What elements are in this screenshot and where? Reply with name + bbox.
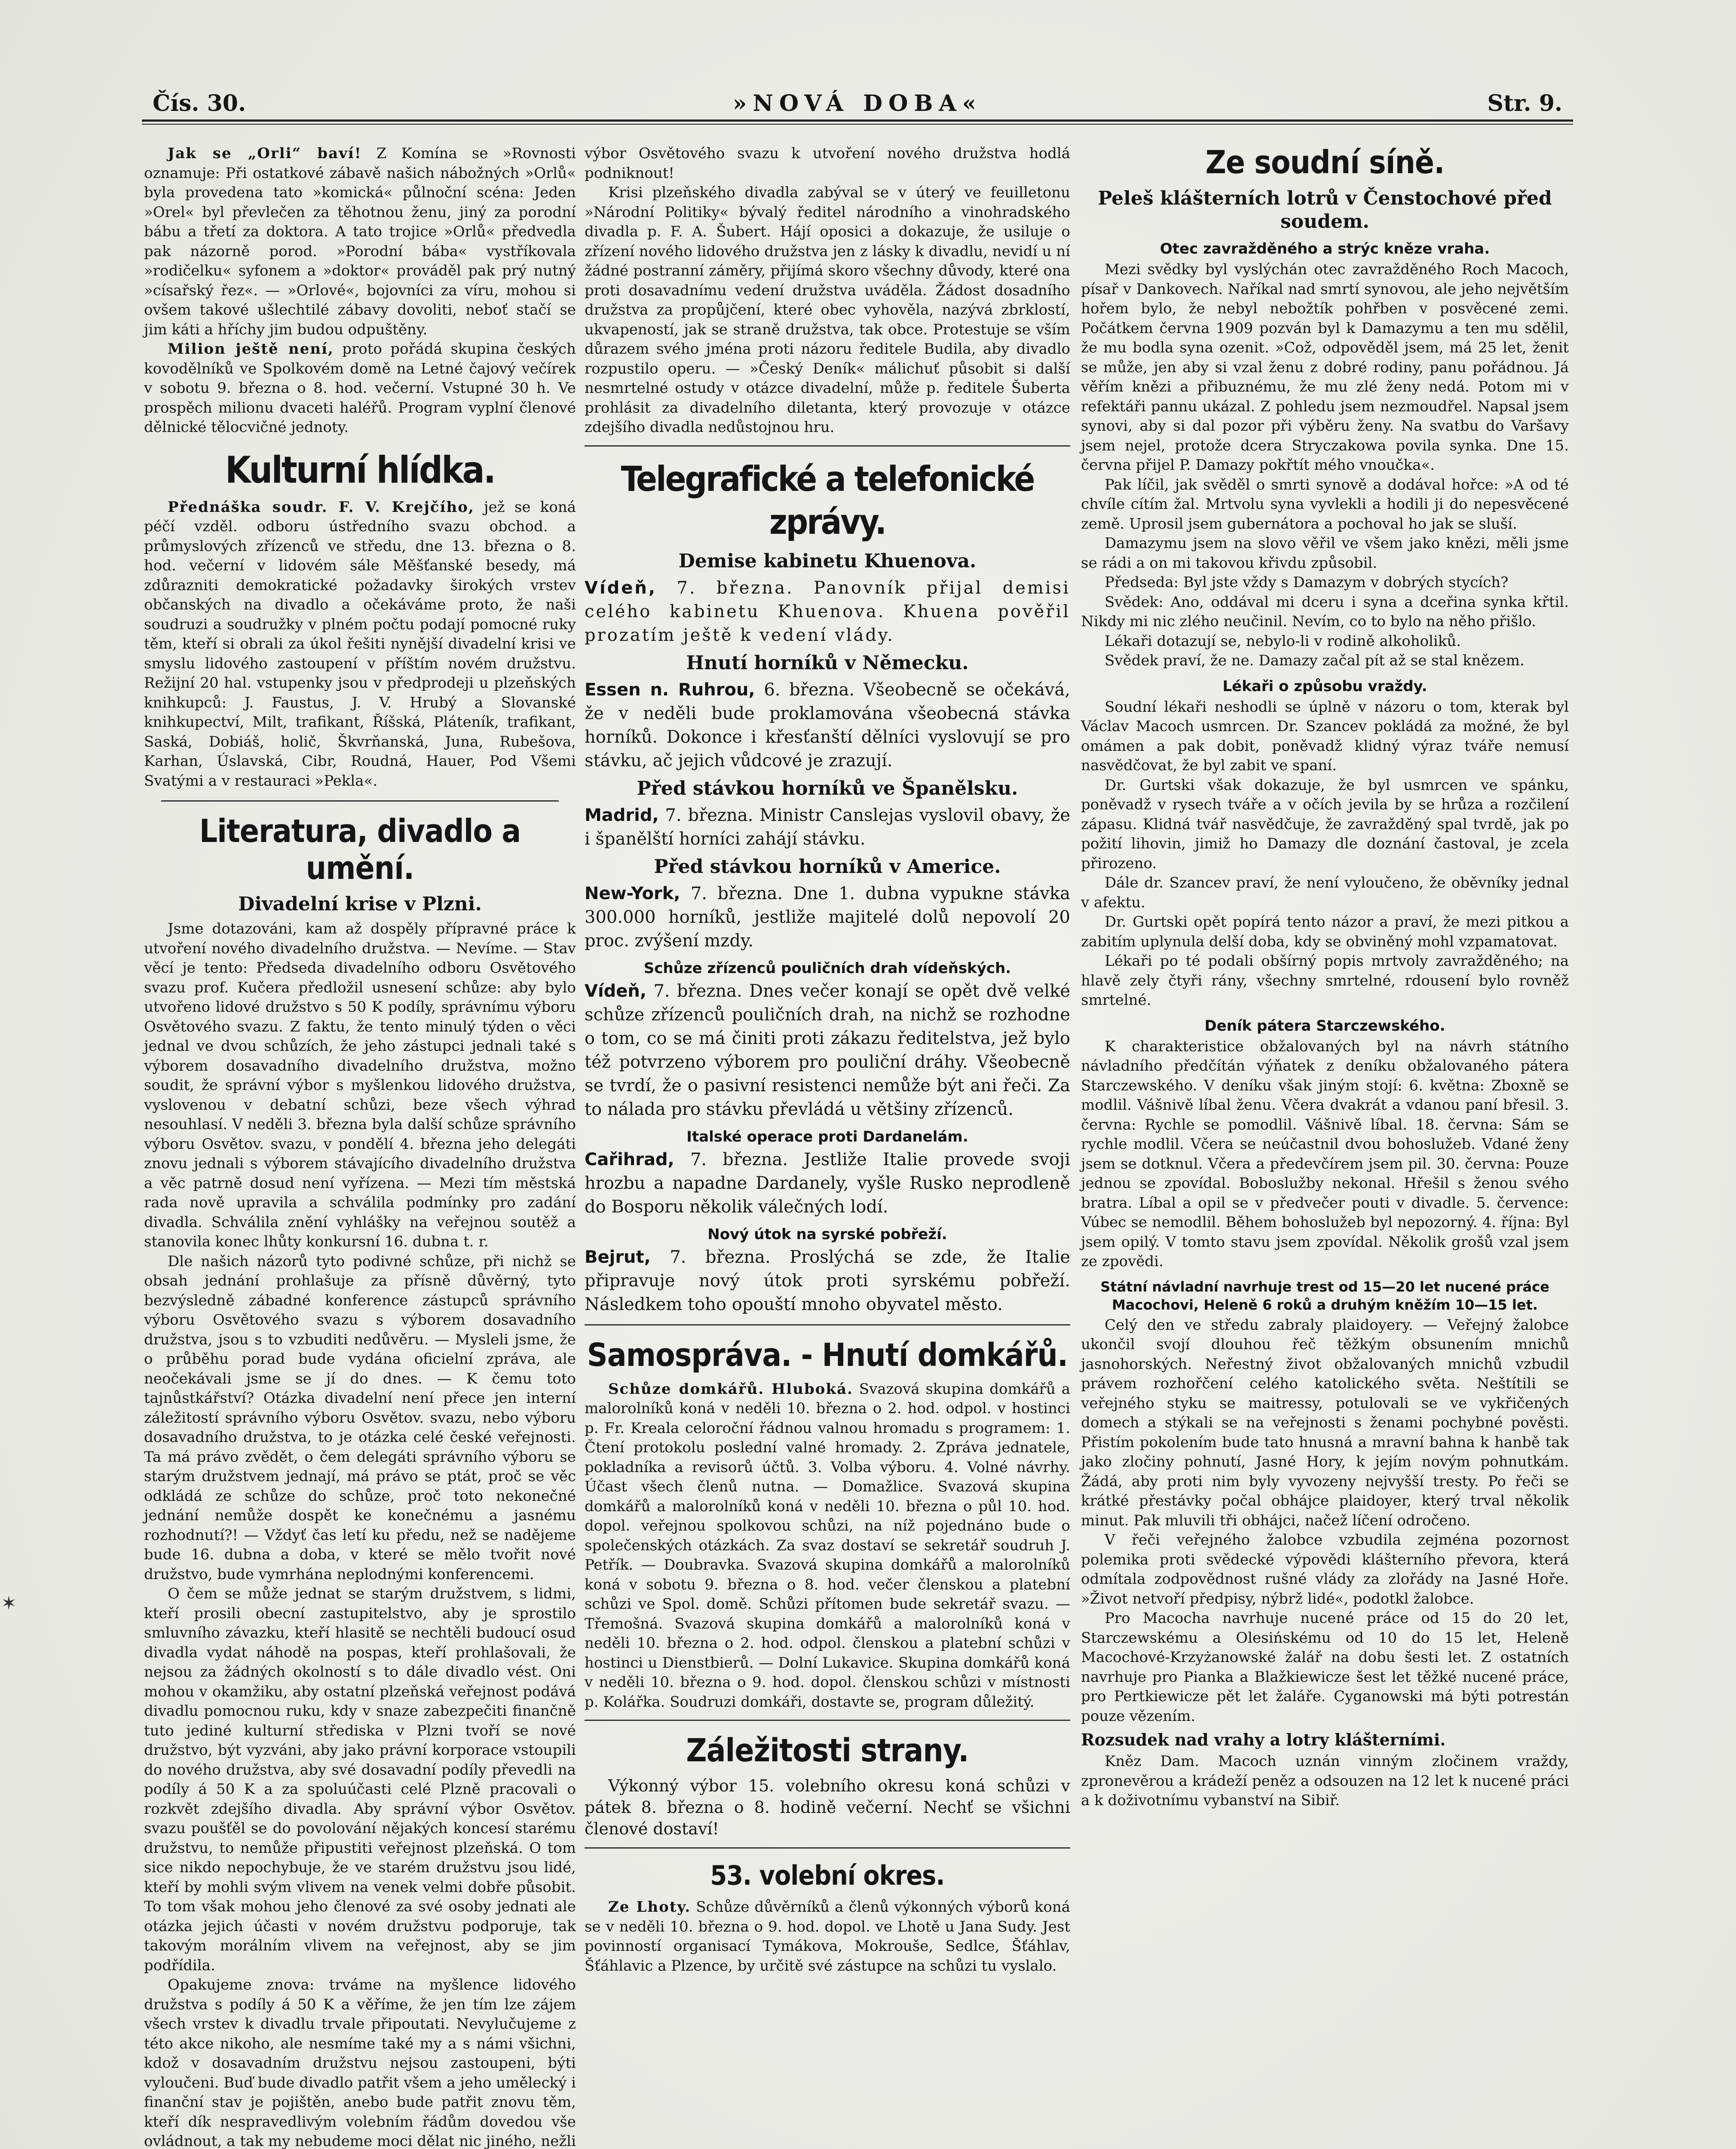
article-text: Svazová skupina domkářů a malorolníků koná v neděli 10. března o 2. hod. odpol. v hostinci p. Fr. Kreala celoroční řádnou valnou hromadu s programem: 1. Čtení protokolu poslední valné hromady. 2. Zpráva jednatele, pokladníka a revisorů účtů. 3. Volba výboru. 4. Volné návrhy. Účast všech členů nutna. — Domažlice. Svazová skupina domkářů a malorolníků koná v neděli 10. března o půl 10. hod. dopol. veřejnou spolkovou schůzi, na níž pojednáno bude o společenských otázkách. Za svaz dostaví se sekretář soudruh J. Petřík. — Doubravka. Svazová skupina domkářů a malorolníků koná v sobotu 9. března o 8. hod. večer členskou a platební schůzi ve Spol. domě. Schůzi přítomen bude sekretář svazu. — Třemošná. Svazová skupina domkářů a malorolníků koná v neděli 10. března o 2. hod. odpol. členskou a platební schůzi v hostinci u Dienstbierů. — Dolní Lukavice. Skupina domkářů koná v neděli 10. března o 9. hod. dopol. členskou schůzi v místnosti p. Kolářka. Soudruzi domkáři, dostavte se, program důležitý. xyxy=(585,1380,1071,1711)
article-paragraph: Celý den ve středu zabraly plaidoyery. — Veřejný žalobce ukončil svojí dlouhou řeč těžkým obsunením mnichů jasnohorských. Neřestný život obžalovaných mnichů vzbudil právem rozhořčení celého katolického světa. Neštítili se veřejného styku se maitressy, potulovali se ve vykřičených domech a stýkali se na veřejnosti s ženami pochybné pověsti. Přistím pokolením bude tato hnusná a mravní bahna k hanbě tak jako zločiny pohnutí, Jasné Hory, k jejím novým pohnutkám. Žádá, aby proti nim byly vyvozeny nejvyšší tresty. Po řeči se krátké přestávky počal obhájce plaidoyer, který trval několik minut. Pak mluvili tři obhájci, načež líčení odročeno. xyxy=(1081,1316,1569,1529)
section-title: Záležitosti strany. xyxy=(686,1732,969,1769)
section-separator xyxy=(585,445,1070,447)
article-paragraph: Předseda: Byl jste vždy s Damazym v dobrých stycích? xyxy=(1105,574,1509,591)
article-paragraph: Svědek: Ano, oddával mi dceru i syna a dceřina synka křtil. Nikdy mi nic zlého neučinil. Nevím, co to bylo na něho přišlo. xyxy=(1081,593,1569,630)
article-text: 7. března. Proslýchá se zde, že Italie připravuje nový útok proti syrskému pobřeží. Následkem toho opouští mnoho obyvatel město. xyxy=(585,1247,1070,1314)
article-paragraph: K charakteristice obžalovaných byl na návrh státního návladního předčítán výňatek z deníku obžalovaného pátera Starczewského. V deníku však jiným stojí: 6. května: Zboxně se modlil. Vášnivě líbal ženu. Včera dvakrát a vdanou paní břesil. 3. června: Rychle se pomodlil. Vášnivě líbal. 18. června: Sám se rychle modlil. Včera se neúčastnil dvou bohoslužeb. Vdané ženy jsem se dotknul. Včera a předevčírem jsem pil. 30. června: Pouze jednou se zpovídal. Boboslužby nekonal. Hřešil s ženou svého bratra. Líbal a opil se v předvečer pouti v divadle. 5. července: Vúbec se nemodlil. Během bohoslužeb byl nepozorný. 4. října: Byl jsem opilý. V tomto stavu jsem zpovídal. Několik grošů vzal jsem ze zpovědi. xyxy=(1081,1038,1569,1270)
dateline-place: Essen n. Ruhrou, xyxy=(585,680,755,700)
article-text: 7. března. Dne 1. dubna vypukne stávka 300.000 horníků, jestliže majitelé dolů nepovolí 20 proc. zvýšení mzdy. xyxy=(585,883,1070,951)
article-lead: Schůze domkářů. Hluboká. xyxy=(608,1380,853,1398)
column-right xyxy=(1081,144,1569,1811)
column-middle xyxy=(585,144,1070,1976)
section-separator xyxy=(585,1720,1070,1721)
article-paragraph: Pro Macocha navrhuje nucené práce od 15 do 20 let, Starczewskému a Olesińskému od 10 do 15 let, Heleně Macochové-Krzyżanowské žalář na dobu šesti let. Z ostatních navrhuje pro Pianka a Blažkiewicze šest let těžké nucené práce, pro Pertkiewicze pět let žaláře. Cyganowski má býti potrestán pouze vězením. xyxy=(1081,1610,1569,1725)
article-paragraph: Krisi plzeňského divadla zabýval se v úterý ve feuilletonu »Národní Politiky« bývalý ředitel národního a vinohradského divadla p. F. A. Šubert. Hájí oposici a dokazuje, že usiluje o zřízení nového lidového družstva jen z lásky k divadlu, nevidí u ní žádné postranní záměry, přijímá skoro všechny důvody, které ona proti dosavadnímu vedení družstva uváděla. Žádost dosadního družstva za propůjčení, které obec vyhověla, nazývá zbrklostí, ukvapeností, jak se straně družstva, tak obce. Protestuje se vším důrazem svého jména proti názoru ředitele Budila, aby divadlo rozpustilo operu. — »Český Deník« málichuť působit si další nesmrtelné ostudy v otázce divadelní, může p. ředitele Šuberta prohlásit za divadelního diletanta, který provozuje v otázce zdejšího divadla nedůstojnou hru. xyxy=(585,184,1070,436)
header-rule-thin xyxy=(142,124,1573,125)
article-paragraph: Kněz Dam. Macoch uznán vinným zločinem vraždy, zpronevěrou a krádeží peněz a odsouzen na 12 let k nucené práci a k doživotnímu vybanství na Sibiř. xyxy=(1081,1753,1569,1809)
article-text: Schůze důvěrníků a členů výkonných výborů koná se v neděli 10. března o 9. hod. dopol. ve Lhotě u Jana Sudy. Jest povinností organisací Tymákova, Mokrouše, Sedlce, Šťáhlav, Šťáhlavic a Plzence, by určitě své zástupce na schůzi tu vyslalo. xyxy=(585,1898,1070,1975)
article-headline: Demise kabinetu Khuenova. xyxy=(678,550,977,572)
article-headline: Italské operace proti Dardanelám. xyxy=(686,1128,968,1145)
dateline-place: Cařihrad, xyxy=(585,1149,674,1169)
section-separator xyxy=(585,1847,1070,1849)
article-headline: Hnutí horníků v Německu. xyxy=(686,652,969,674)
article-paragraph: Jsme dotazováni, kam až dospěly přípravné práce k utvoření nového divadelního družstva. — Nevíme. — Stav věcí je tento: Předseda divadelního odboru Osvětového svazu prof. Kučera předložil usnesení schůze: aby bylo utvořeno lidové družstvo s 50 K podíly, správnímu výboru Osvětového svazu. Z faktu, že tento minulý týden o věci jednal ve dvou schůzích, že jeho zástupci jednali také s výborem dosavadního divadelního družstva, možno soudit, že správní výbor s myšlenkou lidového družstva, vyslovenou v debatní schůzi, beze všech výhrad nesouhlasí. V neděli 3. března byla další schůze správního výboru Osvětov. svazu, v pondělí 4. března jeho delegáti znovu jednali s výborem stávajícího divadelního družstva a věc patrně dosud není vyřízena. — Mezi tím městská rada nově upravila a schválila podmínky pro zadání divadla. Schválila znění vyhlášky na veřejnou soutěž a stanovila konec lhůty konkursní 16. dubna t. r. xyxy=(144,920,576,1250)
article-lhota xyxy=(585,1898,1070,1976)
margin-mark: ✶ xyxy=(1,1592,17,1614)
article-subheadline: Otec zavražděného a strýc kněze vraha. xyxy=(1160,240,1490,257)
article-headline: Nový útok na syrské pobřeží. xyxy=(707,1225,947,1243)
article-headline: Divadelní krise v Plzni. xyxy=(238,893,482,915)
article-subheadline: Rozsudek nad vrahy a lotry klášterními. xyxy=(1081,1730,1446,1749)
article-paragraph: Pak líčil, jak svěděl o smrti synově a dodával hořce: »A od té chvíle cítím žal. Mrtvolu syna vyvlekli a hodili ji do nepesvěcené země. Uprosil jsem gubernátora a pochoval ho jak se sluší. xyxy=(1081,476,1569,533)
article-paragraph: Výkonný výbor 15. volebního okresu koná schůzi v pátek 8. března o 8. hodině večerní. Nechť se všichni členové dostaví! xyxy=(585,1776,1070,1838)
article-text: 6. března. Všeobecně se očekává, že v neděli bude proklamována všeobecná stávka horníků. Dokonce i křesťanští dělníci vyslovují se pro stávku, ač jejich vůdcové je zrazují. xyxy=(585,680,1071,771)
article-subheadline: Státní návladní navrhuje trest od 15—20 let nucené práce Macochovi, Heleně 6 roků a druhým kněžím 10—15 let. xyxy=(1100,1278,1549,1313)
article-paragraph: Opakujeme znova: trváme na myšlence lidového družstva s podíly á 50 K a věříme, že jen tím lze zájem všech vrstev k divadlu trvale připoutati. Nevylučujeme z této akce nikoho, ale nesmíme také my a s námi všichni, kdož v dosavadním družstvu nejsou zastoupeni, býti vyloučeni. Buď bude divadlo patřit všem a jeho umělecký i finanční stav je pojištěn, anebo bude patřit znovu těm, kteří dík nespravedlivým volebním řádům dovedou vše ovládnout, a tak my nebudeme moci dělat nic jiného, nežli xyxy=(144,1976,576,2149)
section-separator xyxy=(161,800,559,802)
masthead-title: »NOVÁ DOBA« xyxy=(732,90,983,116)
article-paragraph: Dr. Gurtski však dokazuje, že byl usmrcen ve spánku, poněvadž v rysech tváře a v očích jevila by se hrůza a rozčilení zápasu. Klidná tvář nasvědčuje, že zavražděný spal tvrdě, jak po požití lihovin, jimiž ho Damazy dle doznání častoval, je zcela přirozeno. xyxy=(1081,776,1569,872)
dateline-place: Bejrut, xyxy=(585,1247,651,1267)
article-lead: Milion ještě není, xyxy=(168,340,334,358)
section-title: Telegrafické a telefonické zprávy. xyxy=(621,459,1034,542)
article-subheadline: Deník pátera Starczewského. xyxy=(1204,1017,1445,1035)
article-paragraph: Damazymu jsem na slovo věřil ve všem jako knězi, měli jsme se rádi a on mi takovou křivdu způsobil. xyxy=(1081,535,1569,572)
section-title: Kulturní hlídka. xyxy=(225,448,495,492)
section-title: 53. volební okres. xyxy=(710,1860,945,1891)
article-paragraph: Dr. Gurtski opět popírá tento názor a praví, že mezi pitkou a zabitím uplynula delší doba, kdy se obviněný mohl vzpamatovat. xyxy=(1081,913,1569,950)
article-orli xyxy=(144,144,576,340)
header-rule xyxy=(142,119,1573,122)
dateline-place: Madrid, xyxy=(585,805,659,825)
section-title: Ze soudní síně. xyxy=(1205,144,1445,181)
article-domkari xyxy=(585,1380,1070,1712)
dateline-place: Vídeň, xyxy=(585,981,647,1001)
article-text: Z Komína se »Rovnosti oznamuje: Při ostatkové zábavě našich nábožných »Orlů« byla provedena tato »komická« půlnoční scéna: Jeden »Orel« byl převlečen za těhotnou ženu, jiný za porodní bábu a třetí za doktora. A tato trojice »Orlů« předvedla pak názorně porod. »Porodní bába« vystříkovala »rodičelku« syfonem a »doktor« prováděl pak prý nutný »císařský řez«. — »Orlové«, bojovníci za víru, mohou si ovšem takové ušlechtilé zábavy dovoliti, neboť stačí se jim káti a hříchy jim budou odpuštěny. xyxy=(144,145,576,338)
article-text: 7. března. Dnes večer konají se opět dvě velké schůze zřízenců pouličních drah, na nichž se rozhodne o tom, co se má činiti proti zákazu ředitelstva, jež bylo též potvrzeno výborem pro pouliční dráhy. Všeobecně se tvrdí, že o pasivní resistenci nemůže být ani řeči. Za to nálada pro stávku převládá u většiny zřízenců. xyxy=(585,981,1071,1119)
article-paragraph: V řeči veřejného žalobce vzbudila zejména pozornost polemika proti svědecké výpovědi klášterního převora, která odmítala zodpovědnost rušné vlády za zlořády na Jasné Hoře. »Život netvoří předpisy, nýbrž lidé«, podotkl žalobce. xyxy=(1081,1531,1569,1607)
section-separator xyxy=(585,1324,1070,1326)
article-headline: Před stávkou horníků v Americe. xyxy=(654,855,1001,878)
section-title: Literatura, divadlo a umění. xyxy=(199,813,521,887)
article-subheadline: Lékaři o způsobu vraždy. xyxy=(1222,677,1427,695)
article-text: 7. března. Panovník přijal demisi celého kabinetu Khuenova. Khuena pověřil prozatím ještě k vedení vlády. xyxy=(585,578,1070,645)
issue-number: Čís. 30. xyxy=(153,90,246,116)
article-paragraph: Lékaři dotazují se, nebylo-li v rodině alkoholiků. xyxy=(1105,632,1461,650)
article-text: proto pořádá skupina českých kovodělníků ve Spolkovém domě na Letné čajový večírek v sobotu 9. března o 8. hod. večerní. Vstupné 30 h. Ve prospěch milionu dvaceti haléřů. Program vyplní členové dělnické tělocvičné jednoty. xyxy=(144,340,576,436)
article-headline: Schůze zřízenců pouličních drah vídeňských. xyxy=(643,959,1011,977)
page-number: Str. 9. xyxy=(1487,90,1562,116)
article-paragraph: Mezi svědky byl vyslýchán otec zavražděného Roch Macoch, písař v Dankovech. Naříkal nad smrtí synovou, ale jeho největším hořem bylo, že nebyl nebožtík pohřben v posvěcené zemi. Počátkem června 1909 pozván byl k Damazymu a ten mu sdělil, že mu bodla syna ozenit. »Což, odpověděl jsem, má 25 let, ženit se může, jen aby si vzal ženu z dobré rodiny, panu pořádnou. Já věřím knězi a přibuznému, že mu zlé ženy nedá. Potom mi v refektáři pannu ukázal. Z pohledu jsem nezmoudřel. Napsal jsem synovi, aby si dal pozor při výběru ženy. Na svatbu do Varšavy jsem nejel, protože dcera Stryczakowa povila synka. Dne 15. června přijel P. Damazy pokřtít mého vnoučka«. xyxy=(1081,261,1569,474)
article-paragraph: Svědek praví, že ne. Damazy začal pít až se stal knězem. xyxy=(1105,652,1525,669)
article-lead: Ze Lhoty. xyxy=(608,1898,691,1916)
article-paragraph: O čem se může jednat se starým družstvem, s lidmi, kteří prosili obecní zastupitelstvo, aby je sprostilo smluvního závazku, kteří hlasitě se nechtěli budoucí osud divadla vydat náhodě na pospas, kteří prohlašovali, že nejsou za žádných okolností s to dále divadlo vést. Oni mohou v okamžiku, aby ostatní plzeňská veřejnost podává divadlu pomocnou ruku, kdy v snaze zabezpečiti finančně tuto jediné kulturní střediska v Plzni tvoří se nové družstvo, být vyzváni, aby jako právní korporace vstoupili do nového družstva, aby své dosavadní podíly převedli na podíly á 50 K a za spoluúčasti celé Plzně pracovali o rozkvět zdejšího divadla. Aby správní výbor Osvětov. svazu poušťěl se do povolování nějakých koncesí starému družstvu, to nemůže připustiti veřejnost plzeňská. O tom sice nikdo nepochybuje, že ve starém družstvu jsou lidé, kteří by mohli svým vlivem na venek velmi dobře působit. To tom však mohou jeho členové za své osoby jednati ale otázka jejich účasti v novém družstvu podporuje, tak takovým morálním vlivem na veřejnost, aby se jim podřídila. xyxy=(144,1585,576,1974)
article-headline: Peleš klášterních lotrů v Čenstochové před soudem. xyxy=(1098,187,1552,233)
dateline-place: New-York, xyxy=(585,883,680,903)
article-lead: Jak se „Orli“ baví! xyxy=(168,145,362,162)
article-text: jež se koná péčí vzděl. odboru ústředního svazu obchod. a průmyslových zřízenců ve středu, dne 13. března o 8. hod. večerní v lidovém sále Měšťanské besedy, má zdůrazniti demokratické požadavky širokých vrstev občanských na divadlo a očekáváme proto, že naši soudruzi a soudružky v plném počtu podají pomocné ruky těm, kteří si obrali za úkol řešiti nynější divadelní krisi ve smyslu lidového zastoupení v příštím novém družstvu. Režijní 20 hal. vstupenky jsou v předprodeji u plzeňských knihkupců: J. Faustus, J. V. Hrubý a Slovanské knihkupectví, Milt, trafikant, Říšská, Pláteník, trafikant, Saská, Dobiáš, holič, Škvrňanská, Juna, Rubešova, Karhan, Úslavská, Cibr, Roudná, Hauer, Pod Všemi Svatými a v restauraci »Pekla«. xyxy=(144,498,576,790)
page-header xyxy=(142,88,1573,118)
article-milion xyxy=(144,340,576,438)
article-paragraph: Dle našich názorů tyto podivné schůze, při nichž se obsah jednání prohlašuje za přísně důvěrný, tyto bezvýsledně zábadné konference zástupců správního výboru Osvětového svazu s výborem dosavadního družstva, jsou s to vzbuditi nedůvěru. — Mysleli jsme, že o průběhu porad bude vydána oficielní zpráva, ale neočekávali jsme se jí do dnes. — K čemu toto tajnůstkářství? Otázka divadelní není přece jen interní záležitostí správního výboru Osvětov. svazu, nebo výboru dosavadního družstva, to je otázka celé české veřejnosti. Ta má právo zvědět, o čem delegáti správního výboru se starým družstvem jednají, má právo se ptát, proč se věc odkládá ze schůze do schůze, proč toto nekonečné jednání nemůže dospět ke konečnému a jasnému rozhodnutí?! — Vždyť čas letí ku předu, než se nadějeme bude 16. dubna a doba, v které se mělo tvořit nové družstvo, bude vymrhána neplodnými konferencemi. xyxy=(144,1252,576,1583)
article-lead: Přednáška soudr. F. V. Krejčího, xyxy=(168,498,475,516)
article-paragraph: Dále dr. Szancev praví, že není vyloučeno, že oběvníky jednal v afektu. xyxy=(1081,874,1569,911)
article-text: 7. března. Ministr Canslejas vyslovil obavy, že i španělští horníci zahájí stávku. xyxy=(585,805,1070,849)
article-headline: Před stávkou horníků ve Španělsku. xyxy=(637,777,1018,799)
article-text: 7. března. Jestliže Italie provede svoji hrozbu a napadne Dardanely, vyšle Rusko neprodleně do Bosporu několik válečných lodí. xyxy=(585,1149,1070,1217)
column-left xyxy=(144,144,576,2149)
section-title: Samospráva. - Hnutí domkářů. xyxy=(587,1336,1068,1374)
article-prednaska xyxy=(144,498,576,791)
article-paragraph: Lékaři po té podali obšírný popis mrtvoly zavražděného; na hlavě zely čtyři rány, všechny smrtelné, rdousení bylo rovněž smrtelné. xyxy=(1081,952,1569,1009)
telegraph-news xyxy=(585,550,1070,1316)
dateline-place: Vídeň, xyxy=(585,578,657,598)
article-paragraph: Soudní lékaři neshodli se úplně v názoru o tom, kterak byl Václav Macoch usmrcen. Dr. Szancev pokládá za možné, že byl omámen a pak dobit, poněvadž klidný výraz tváře nemusí nasvědčovat, že byl zabit ve spaní. xyxy=(1081,698,1569,774)
article-paragraph: výbor Osvětového svazu k utvoření nového družstva hodlá podniknout! xyxy=(585,145,1070,182)
